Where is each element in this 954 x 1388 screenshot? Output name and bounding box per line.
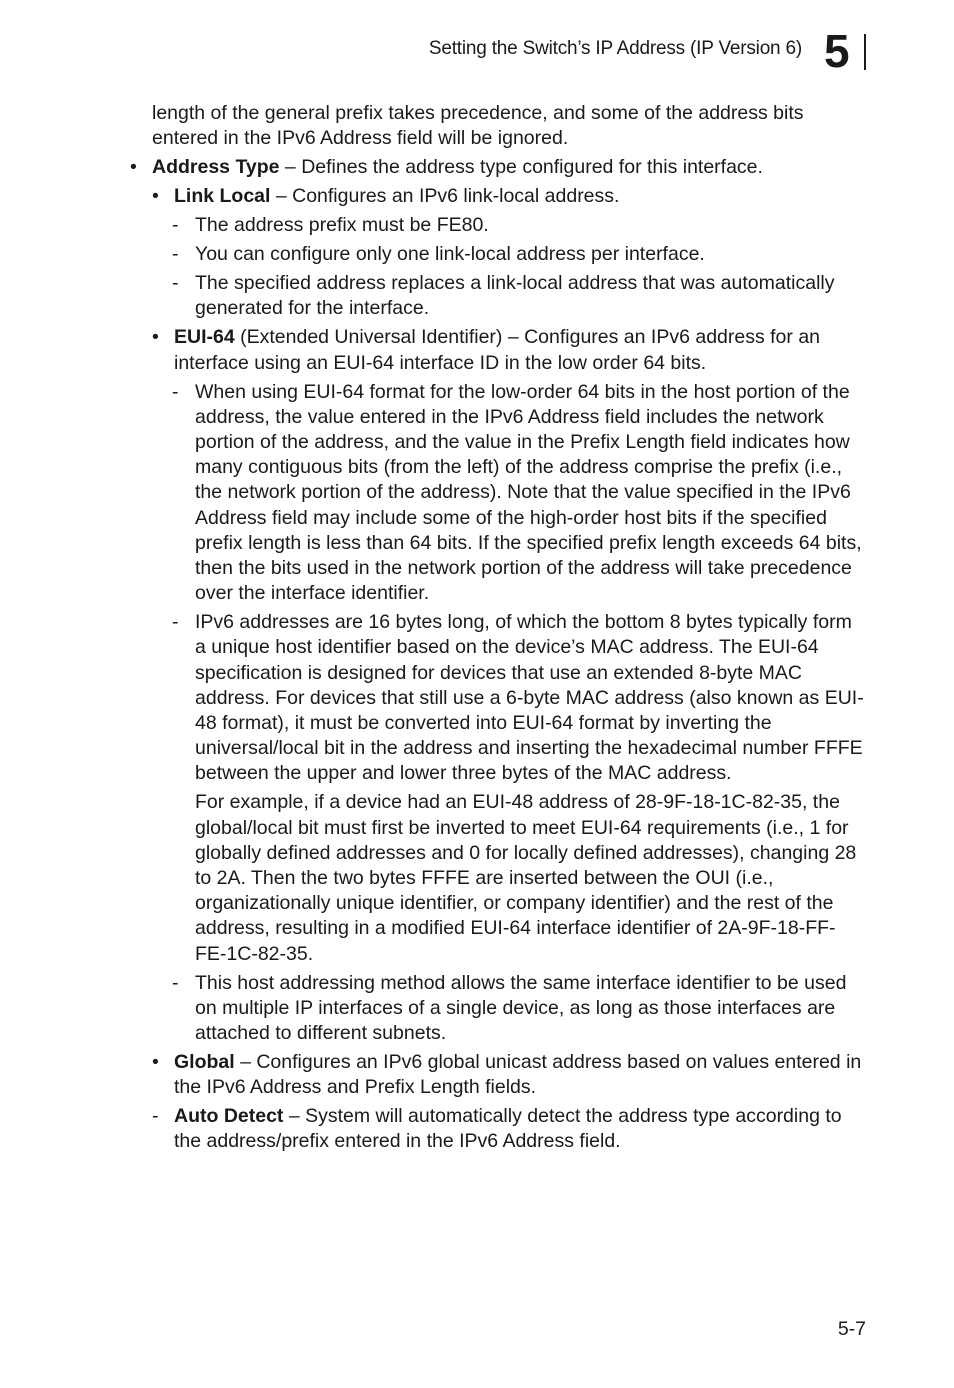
page-number: 5-7 xyxy=(837,1318,866,1340)
bullet: • xyxy=(152,326,159,349)
item-text: The specified address replaces a link-local address that was automatically generated for the interface. xyxy=(195,272,835,320)
dash: - xyxy=(172,971,179,994)
list-item-eui64-3 xyxy=(172,971,865,1047)
bullet: • xyxy=(130,156,137,179)
list-item-auto-detect xyxy=(152,1104,864,1154)
eui64-example xyxy=(195,790,865,966)
example-text: For example, if a device had an EUI-48 address of 28-9F-18-1C-82-35, the global/local bit must first be inverted to meet EUI-64 requirements (i.e., 1 for globally defined addresses and 0 for locally defined addresses), changing 28 to 2A. Then the two bytes FFFE are inserted between the OUI (i.e., organizationally unique identifier, or company identifier) and the rest of the address, resulting in a modified EUI-64 interface identifier of 2A-9F-18-FF-FE-1C-82-35. xyxy=(195,791,857,965)
description: – Configures an IPv6 global unicast address based on values entered in the IPv6 Address and Prefix Length fields. xyxy=(174,1051,862,1099)
term: Address Type xyxy=(152,156,280,179)
list-item-link-local-3 xyxy=(172,271,865,321)
page-body xyxy=(0,101,954,1158)
chapter-number: 5 xyxy=(824,25,850,77)
item-text: You can configure only one link-local address per interface. xyxy=(195,243,705,266)
item-text: IPv6 addresses are 16 bytes long, of which the bottom 8 bytes typically form a unique host identifier based on the device’s MAC address. The EUI-64 specification is designed for devices that use an extended 8-byte MAC address. For devices that still use a 6-byte MAC address (also known as EUI-48 format), it must be converted into EUI-64 format by inverting the universal/local bit in the address and inserting the hexadecimal number FFFE between the upper and lower three bytes of the MAC address. xyxy=(195,611,864,785)
list-item-address-type xyxy=(130,155,852,180)
dash: - xyxy=(172,611,179,634)
list-item-link-local-2 xyxy=(172,242,865,267)
item-text: When using EUI-64 format for the low-order 64 bits in the host portion of the address, the value entered in the IPv6 Address field includes the network portion of the address, and the value in the Prefix Length field indicates how many contiguous bits (from the left) of the address comprise the prefix (i.e., the network portion of the address). Note that the value specified in the IPv6 Address field may include some of the high-order host bits if the specified prefix length is less than 64 bits. If the specified prefix length exceeds 64 bits, then the bits used in the network portion of the address will take precedence over the interface identifier. xyxy=(195,380,862,605)
list-item-global xyxy=(152,1050,864,1100)
bullet: • xyxy=(152,1051,159,1074)
item-text: This host addressing method allows the same interface identifier to be used on multiple IP interfaces of a single device, as long as those interfaces are attached to different subnets. xyxy=(195,971,847,1045)
description: (Extended Universal Identifier) – Configures an IPv6 address for an interface using an EUI-64 interface ID in the low order 64 bits. xyxy=(174,326,821,374)
dash: - xyxy=(172,380,179,403)
description: – Configures an IPv6 link-local address. xyxy=(270,185,620,208)
list-item-eui64 xyxy=(152,325,864,375)
dash: - xyxy=(172,243,179,266)
description: – System will automatically detect the address type according to the address/prefix entered in the IPv6 Address field. xyxy=(174,1105,842,1153)
dash: - xyxy=(172,214,179,237)
chapter-divider xyxy=(864,34,866,70)
list-item-link-local xyxy=(152,184,864,209)
item-text: The address prefix must be FE80. xyxy=(195,214,489,237)
paragraph-text: length of the general prefix takes precedence, and some of the address bits entered in the IPv6 Address field will be ignored. xyxy=(152,102,804,150)
bullet: • xyxy=(152,185,159,208)
term: Link Local xyxy=(174,185,271,208)
dash: - xyxy=(172,272,179,295)
list-item-eui64-2 xyxy=(172,610,865,786)
term: Global xyxy=(174,1051,235,1074)
term: Auto Detect xyxy=(174,1105,284,1128)
list-item-eui64-1 xyxy=(172,380,865,607)
list-item-link-local-1 xyxy=(172,213,865,238)
description: – Defines the address type configured for this interface. xyxy=(279,156,763,179)
term: EUI-64 xyxy=(174,326,235,349)
intro-continuation xyxy=(152,101,852,151)
header-title: Setting the Switch’s IP Address (IP Version 6) xyxy=(428,38,802,59)
dash: - xyxy=(152,1105,159,1128)
